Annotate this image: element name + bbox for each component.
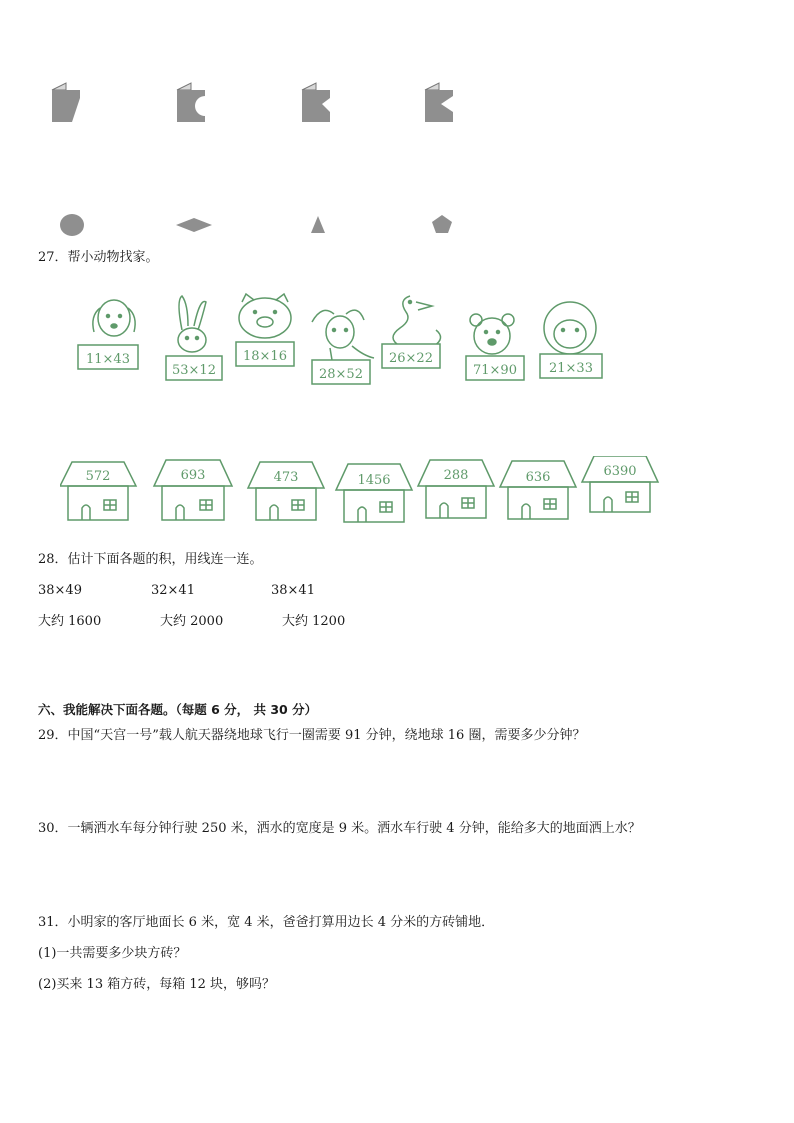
section-6-title: 六、我能解决下面各题。（每题 6 分， 共 30 分）	[38, 702, 318, 717]
house-2-number: 693	[180, 468, 206, 483]
pig-card-text: 18×16	[243, 349, 287, 364]
basic-shapes-row	[50, 210, 470, 240]
bear-figure	[466, 314, 524, 380]
rabbit-figure	[166, 296, 222, 380]
q28-expression-2: 32×41	[151, 583, 195, 598]
monkey-figure	[540, 302, 602, 378]
monkey-card-text: 21×33	[549, 361, 593, 376]
houses-row	[60, 456, 670, 526]
q28-estimate-2: 大约 2000	[160, 614, 224, 629]
pentagon-shape	[432, 215, 452, 233]
q31-sub2: (2)买来 13 箱方砖，每箱 12 块，够吗？	[38, 977, 276, 992]
rabbit-card-text: 53×12	[172, 363, 216, 378]
rhombus-shape	[176, 218, 212, 232]
q29-text: 29．中国“天宫一号”载人航天器绕地球飞行一圈需要 91 分钟，绕地球 16 圈，需要多少分钟？	[38, 728, 586, 743]
q31-text: 31．小明家的客厅地面长 6 米，宽 4 米，爸爸打算用边长 4 分米的方砖铺地．	[38, 915, 495, 930]
house-2	[154, 460, 232, 520]
house-4	[336, 464, 412, 522]
house-4-number: 1456	[357, 473, 391, 488]
cut-shape-2	[177, 83, 205, 122]
house-3-number: 473	[273, 470, 299, 485]
house-1-number: 572	[85, 469, 111, 484]
circle-shape	[60, 214, 84, 236]
house-7-number: 6390	[603, 464, 637, 479]
house-5-number: 288	[443, 468, 469, 483]
house-5	[418, 460, 494, 518]
cut-shape-3	[302, 83, 330, 122]
dog-card-text: 11×43	[86, 352, 130, 367]
q31-sub1: (1)一共需要多少块方砖？	[38, 946, 187, 961]
house-1	[60, 462, 136, 520]
q27-label: 27．帮小动物找家。	[38, 250, 159, 265]
q28-label: 28．估计下面各题的积，用线连一连。	[38, 552, 263, 567]
animals-row	[60, 290, 620, 390]
house-7	[582, 456, 658, 512]
goat-figure	[312, 310, 374, 384]
goat-card-text: 28×52	[319, 367, 363, 382]
q28-expression-1: 38×49	[38, 583, 82, 598]
dog-figure	[78, 300, 138, 369]
house-3	[248, 462, 324, 520]
triangle-shape	[311, 216, 325, 233]
duck-figure	[382, 296, 441, 368]
cut-shape-4	[425, 83, 453, 122]
q28-estimate-3: 大约 1200	[282, 614, 346, 629]
bear-card-text: 71×90	[473, 363, 517, 378]
q28-estimate-1: 大约 1600	[38, 614, 102, 629]
cut-shape-1	[52, 83, 80, 122]
house-6-number: 636	[525, 470, 551, 485]
house-6	[500, 461, 576, 519]
q28-expression-3: 38×41	[271, 583, 315, 598]
duck-card-text: 26×22	[389, 351, 433, 366]
q30-text: 30．一辆洒水车每分钟行驶 250 米，洒水的宽度是 9 米。洒水车行驶 4 分钟，能给多大的地面洒上水？	[38, 821, 641, 836]
cut-shapes-row	[40, 75, 480, 135]
pig-figure	[236, 294, 294, 366]
